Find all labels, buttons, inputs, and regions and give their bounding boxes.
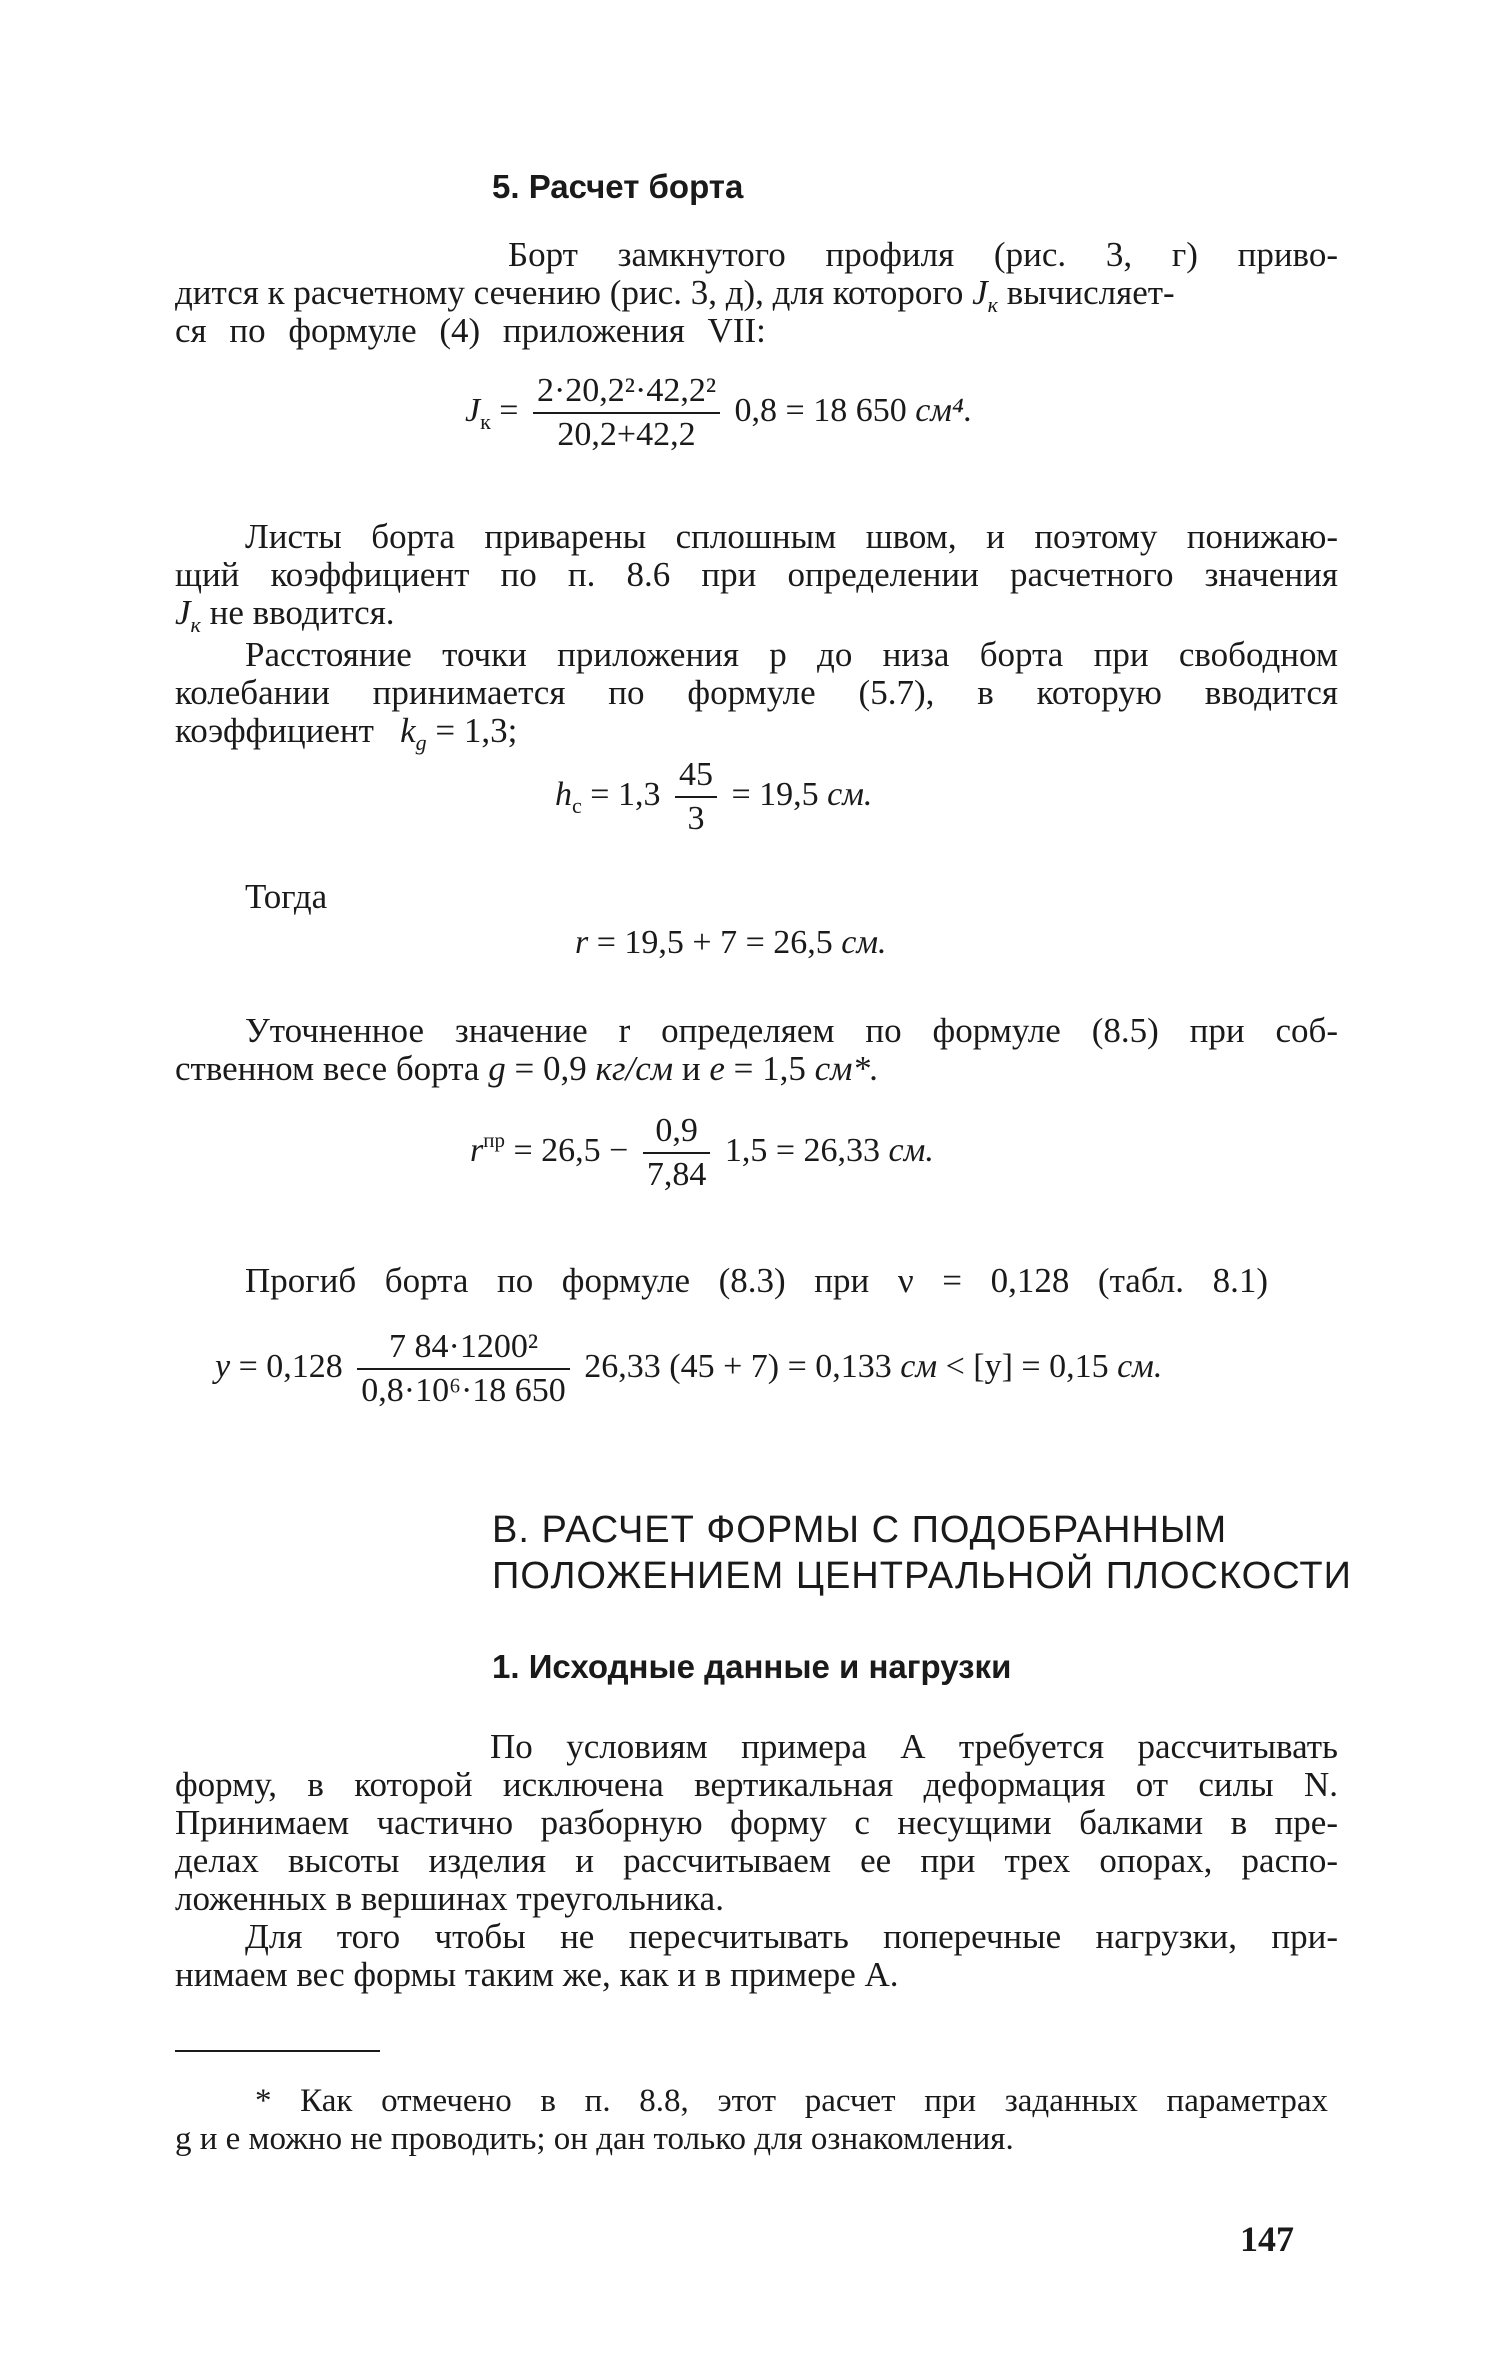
paragraph-line: щий коэффициент по п. 8.6 при определении расчетного значения (175, 555, 1338, 594)
text-span: = 0,128 (238, 1347, 343, 1385)
unit: см. (1117, 1347, 1163, 1385)
unit: см. (827, 775, 873, 813)
text-span: = 1,5 (733, 1049, 806, 1088)
formula-hc: $h_c = 1,3$ $\frac{45}{3}$ = 19,5 см. (555, 756, 873, 837)
text-span: ственном весе борта (175, 1049, 480, 1088)
page-number: 147 (1240, 2219, 1294, 2259)
text-span: коэффициент (175, 711, 374, 750)
formula-result: 1,5 = 26,33 (724, 1131, 881, 1169)
paragraph-line: Прогиб борта по формуле (8.3) при ν = 0,128 (табл. 8.1) (245, 1261, 1268, 1300)
unit: см (900, 1347, 938, 1385)
text-span: = 0,9 (514, 1049, 587, 1088)
subsection-heading: 1. Исходные данные и нагрузки (492, 1648, 1012, 1685)
paragraph-line: Для того чтобы не пересчитывать поперечные нагрузки, при- (245, 1917, 1338, 1956)
paragraph-line: $J_к$ не вводится. (175, 593, 395, 637)
paragraph-line: По условиям примера А требуется рассчитывать (490, 1727, 1338, 1766)
section-heading: 5. Расчет борта (492, 168, 744, 205)
text-span: = 1,3; (435, 711, 518, 750)
fraction (643, 1112, 711, 1194)
formula-r: r = 19,5 + 7 = 26,5 см. (575, 924, 887, 961)
formula-y: y = 0,128 $\frac{\text{7 84·1200²}}{\text{0,8·10⁶·18 650}}$ 26,33 (45 + 7) = 0,133 см < [y] = 0,15 см. (215, 1328, 1163, 1409)
formula-result: = 19,5 (731, 775, 819, 813)
footnote-line: g и e можно не проводить; он дан только для ознакомления. (175, 2121, 1014, 2157)
text-span: = 19,5 + 7 = 26,5 (596, 924, 833, 961)
unit: см⁴. (915, 391, 973, 429)
fraction-numerator: 2·20,2²·42,2² (533, 372, 720, 414)
fraction (533, 372, 720, 454)
paragraph-line: Борт замкнутого профиля (рис. 3, г) приво- (508, 235, 1338, 274)
paragraph-line: коэффициент $k_g = 1,3$; (175, 711, 518, 755)
text-span: не вводится. (209, 593, 395, 632)
text-span: 26,33 (45 + 7) = 0,133 (584, 1347, 892, 1385)
formula-jk: $J_к$ = $\frac{\text{2·20,2²·42,2²}}{20,2+42,2}$ 0,8 = 18 650 см⁴. (465, 372, 973, 453)
text-span: дится к расчетному сечению (рис. 3, д), для которого (175, 273, 964, 312)
footnote-line: * Как отмечено в п. 8.8, этот расчет при заданных параметрах (255, 2083, 1328, 2119)
footnote-rule (175, 2050, 380, 2052)
text-span: = 26,5 − (513, 1131, 629, 1169)
unit: кг/см (595, 1049, 674, 1088)
paragraph-line: Уточненное значение r определяем по формуле (8.5) при соб- (245, 1011, 1338, 1050)
section-title-line: В. РАСЧЕТ ФОРМЫ С ПОДОБРАННЫМ (492, 1509, 1228, 1551)
paragraph-line: нимаем вес формы таким же, как и в примере А. (175, 1955, 899, 1994)
fraction-denominator: 7,84 (646, 1156, 707, 1193)
text-span: = 1,3 (590, 775, 661, 813)
fraction-denominator: 0,8·10⁶·18 650 (361, 1372, 566, 1409)
unit: см*. (814, 1049, 879, 1088)
text-span: < [y] = 0,15 (945, 1347, 1109, 1385)
paragraph-line: Листы борта приварены сплошным швом, и поэтому понижаю- (245, 517, 1338, 556)
paragraph-line: колебании принимается по формуле (5.7), в которую вводится (175, 673, 1338, 712)
paragraph-line: Тогда (245, 877, 328, 916)
paragraph-line: делах высоты изделия и рассчитываем ее при трех опорах, распо- (175, 1841, 1338, 1880)
fraction-numerator: 7 84·1200² (357, 1328, 570, 1370)
text-span: и (681, 1049, 701, 1088)
section-title-line: ПОЛОЖЕНИЕМ ЦЕНТРАЛЬНОЙ ПЛОСКОСТИ (492, 1555, 1352, 1597)
fraction (357, 1328, 570, 1410)
fraction (675, 756, 717, 838)
paragraph-line: дится к расчетному сечению (рис. 3, д), для которого $J_к$ вычисляет- (175, 273, 1175, 317)
text-span: вычисляет- (1006, 273, 1175, 312)
formula-result: 0,8 = 18 650 (734, 391, 907, 429)
formula-rpr: $r^{пр} = 26,5$ − $\frac{0,9}{7,84}$ 1,5 = 26,33 см. (470, 1112, 934, 1193)
fraction-numerator: 45 (675, 756, 717, 798)
paragraph-line: Принимаем частично разборную форму с несущими балками в пре- (175, 1803, 1338, 1842)
fraction-denominator: 3 (687, 800, 705, 837)
fraction-denominator: 20,2+42,2 (557, 416, 696, 453)
unit: см. (888, 1131, 934, 1169)
paragraph-line: форму, в которой исключена вертикальная деформация от силы N. (175, 1765, 1338, 1804)
paragraph-line: ложенных в вершинах треугольника. (175, 1879, 724, 1918)
paragraph-line: ся по формуле (4) приложения VII: (175, 311, 766, 350)
fraction-numerator: 0,9 (643, 1112, 711, 1154)
paragraph-line: Расстояние точки приложения p до низа борта при свободном (245, 635, 1338, 674)
paragraph-line: ственном весе борта g = 0,9 кг/см и e = 1,5 см*. (175, 1049, 879, 1088)
unit: см. (841, 924, 887, 961)
